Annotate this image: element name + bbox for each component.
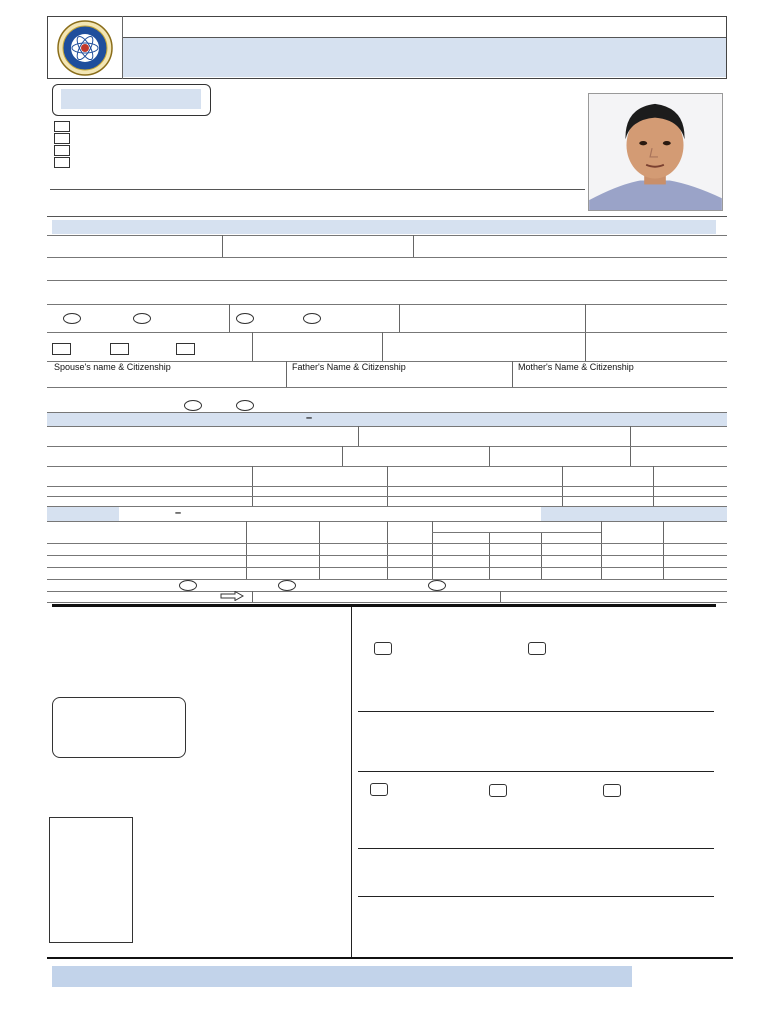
row-line	[47, 446, 727, 447]
checkbox-civil-2[interactable]	[110, 343, 129, 355]
checkbox-action-3[interactable]	[603, 784, 621, 797]
checkbox-remarks-1[interactable]	[374, 642, 392, 655]
row-line	[47, 567, 727, 568]
right-thumbprint-box	[49, 817, 133, 943]
checkbox-option-4[interactable]	[54, 157, 70, 168]
cell-divider	[252, 591, 253, 602]
cell-divider	[601, 521, 602, 579]
prc-seal-logo	[52, 20, 118, 76]
status-radio-1[interactable]	[236, 313, 254, 324]
application-type-field[interactable]	[61, 89, 201, 109]
cell-divider	[319, 521, 320, 579]
row-line	[47, 412, 727, 413]
checkbox-action-2[interactable]	[489, 784, 507, 797]
cell-divider	[342, 446, 343, 466]
spouse-name-label: Spouse's name & Citizenship	[54, 362, 171, 372]
row-line	[47, 543, 727, 544]
cell-divider	[222, 235, 223, 257]
row-line	[47, 496, 727, 497]
row-line	[432, 532, 601, 533]
signature-line	[358, 711, 714, 712]
applicant-photo	[588, 93, 723, 211]
checkbox-option-1[interactable]	[54, 121, 70, 132]
signature-line	[50, 189, 585, 190]
cell-divider	[413, 235, 414, 257]
cell-divider	[246, 521, 247, 579]
row-line	[47, 602, 727, 603]
licensure-band	[47, 507, 119, 521]
row-line	[47, 257, 727, 258]
licensure-band-right	[541, 507, 727, 521]
mother-name-label: Mother's Name & Citizenship	[518, 362, 634, 372]
checkbox-civil-3[interactable]	[176, 343, 195, 355]
sex-radio-1[interactable]	[63, 313, 81, 324]
section-divider-personal	[47, 216, 727, 217]
licensure-band-dash: –	[175, 507, 182, 519]
row-line	[47, 579, 727, 580]
row-line	[47, 280, 727, 281]
signature-line	[358, 848, 714, 849]
checkbox-option-2[interactable]	[54, 133, 70, 144]
cell-divider	[286, 361, 287, 387]
sex-radio-2[interactable]	[133, 313, 151, 324]
exam-radio-1[interactable]	[179, 580, 197, 591]
cell-divider	[252, 332, 253, 362]
thumbmark-box	[52, 697, 186, 758]
row-line	[47, 304, 727, 305]
cell-divider	[387, 521, 388, 579]
header-title-line	[123, 37, 726, 38]
footer-thick-line	[47, 957, 733, 959]
cell-divider	[399, 304, 400, 332]
checkbox-action-1[interactable]	[370, 783, 388, 796]
education-band-dash: –	[306, 412, 313, 424]
signature-line	[358, 771, 714, 772]
cell-divider	[432, 521, 433, 579]
row-line	[47, 555, 727, 556]
row-line	[47, 426, 727, 427]
exam-radio-3[interactable]	[428, 580, 446, 591]
exam-radio-2[interactable]	[278, 580, 296, 591]
cell-divider	[663, 521, 664, 579]
footer-band	[52, 966, 632, 987]
signature-line	[358, 896, 714, 897]
status-radio-2[interactable]	[303, 313, 321, 324]
personal-info-band	[52, 220, 716, 234]
bottom-thick-divider	[52, 604, 716, 607]
yes-no-radio-2[interactable]	[236, 400, 254, 411]
checkbox-civil-1[interactable]	[52, 343, 71, 355]
cell-divider	[512, 361, 513, 387]
cell-divider	[489, 446, 490, 466]
row-line	[47, 591, 727, 592]
cell-divider	[382, 332, 383, 362]
cell-divider	[229, 304, 230, 332]
row-line	[47, 486, 727, 487]
checkbox-option-3[interactable]	[54, 145, 70, 156]
row-line	[47, 387, 727, 388]
education-band	[47, 412, 727, 426]
checkbox-remarks-2[interactable]	[528, 642, 546, 655]
row-line	[47, 235, 727, 236]
yes-no-radio-1[interactable]	[184, 400, 202, 411]
cell-divider	[500, 591, 501, 602]
header-title-band	[123, 37, 726, 77]
cell-divider	[585, 304, 586, 362]
right-arrow-icon	[220, 591, 244, 601]
father-name-label: Father's Name & Citizenship	[292, 362, 406, 372]
cell-divider	[358, 426, 359, 446]
bottom-column-divider	[351, 607, 352, 958]
row-line	[47, 332, 727, 333]
